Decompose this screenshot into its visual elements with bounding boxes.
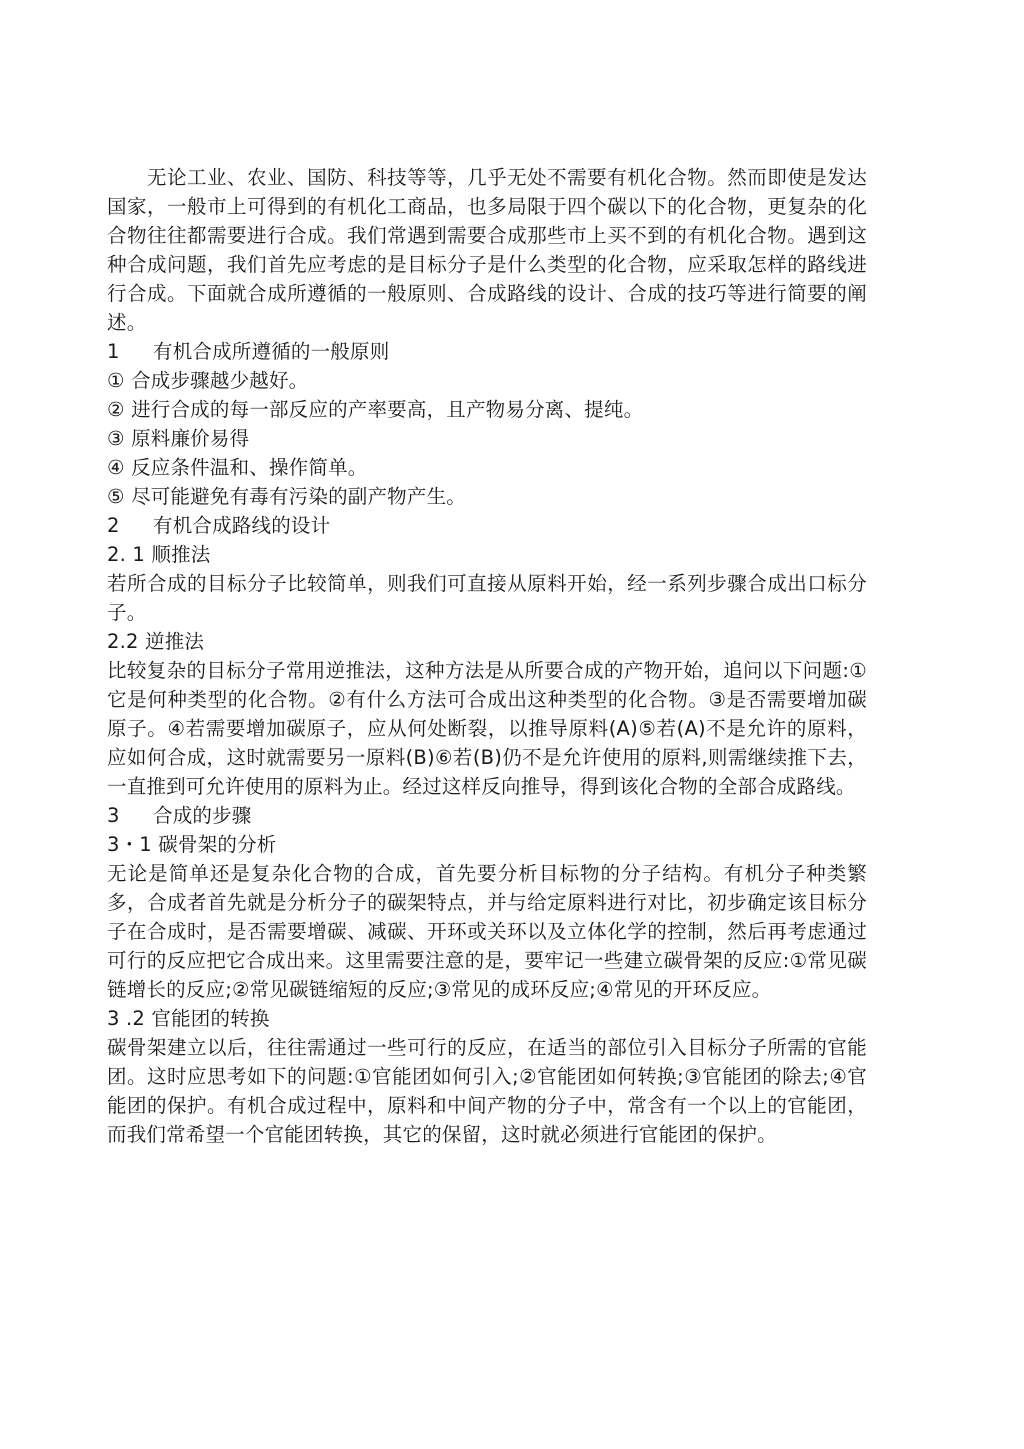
section-2-heading: [107, 511, 867, 540]
section-2-number: 2: [107, 514, 120, 537]
section-1-title: 有机合成所遵循的一般原则: [153, 340, 390, 363]
principle-item-3: ③ 原料廉价易得: [107, 427, 250, 450]
subsection-2-1-text: 若所合成的目标分子比较简单，则我们可直接从原料开始，经一系列步骤合成出口标分子。: [107, 572, 867, 624]
section-1-number: 1: [107, 340, 120, 363]
principle-item-1: ① 合成步骤越少越好。: [107, 369, 309, 392]
principle-item-4: ④ 反应条件温和、操作简单。: [107, 456, 368, 479]
section-3-heading: [107, 801, 867, 830]
section-1-heading: [107, 337, 867, 366]
subsection-2-2-text: 比较复杂的目标分子常用逆推法，这种方法是从所要合成的产物开始，追问以下问题:①它是何种类型的化合物。②有什么方法可合成出这种类型的化合物。③是否需要增加碳原子。④若需要增加碳原子，应从何处断裂，以推导原料(A)⑤若(A)不是允许的原料，应如何合成，这时就需要另一原料(B)⑥若(B)仍不是允许使用的原料,则需继续推下去，一直推到可允许使用的原料为止。经过这样反向推导，得到该化合物的全部合成路线。: [107, 659, 867, 798]
section-2-title: 有机合成路线的设计: [153, 514, 331, 537]
subsection-3-2-title: 3 .2 官能团的转换: [107, 1007, 270, 1030]
document-body: [107, 163, 867, 1149]
section-3-title: 合成的步骤: [153, 804, 252, 827]
subsection-3-1-text: 无论是简单还是复杂化合物的合成，首先要分析目标物的分子结构。有机分子种类繁多，合成者首先就是分析分子的碳架特点，并与给定原料进行对比，初步确定该目标分子在合成时，是否需要增碳、减碳、开环或关环以及立体化学的控制，然后再考虑通过可行的反应把它合成出来。这里需要注意的是，要牢记一些建立碳骨架的反应:①常见碳链增长的反应;②常见碳链缩短的反应;③常见的成环反应;④常见的开环反应。: [107, 862, 867, 1001]
subsection-2-2-title: 2.2 逆推法: [107, 630, 205, 653]
principle-item-5: ⑤ 尽可能避免有毒有污染的副产物产生。: [107, 485, 466, 508]
principle-item-2: ② 进行合成的每一部反应的产率要高，且产物易分离、提纯。: [107, 398, 644, 421]
subsection-3-1-title: 3・1 碳骨架的分析: [107, 833, 277, 856]
intro-paragraph: 无论工业、农业、国防、科技等等，几乎无处不需要有机化合物。然而即使是发达国家，一般市上可得到的有机化工商品，也多局限于四个碳以下的化合物，更复杂的化合物往往都需要进行合成。我们常遇到需要合成那些市上买不到的有机化合物。遇到这种合成问题，我们首先应考虑的是目标分子是什么类型的化合物，应采取怎样的路线进行合成。下面就合成所遵循的一般原则、合成路线的设计、合成的技巧等进行简要的阐述。: [107, 166, 867, 334]
subsection-3-2-text: 碳骨架建立以后，往往需通过一些可行的反应，在适当的部位引入目标分子所需的官能团。这时应思考如下的问题:①官能团如何引入;②官能团如何转换;③官能团的除去;④官能团的保护。有机合成过程中，原料和中间产物的分子中，常含有一个以上的官能团，而我们常希望一个官能团转换，其它的保留，这时就必须进行官能团的保护。: [107, 1036, 867, 1146]
subsection-2-1-title: 2. 1 顺推法: [107, 543, 211, 566]
section-3-number: 3: [107, 804, 120, 827]
